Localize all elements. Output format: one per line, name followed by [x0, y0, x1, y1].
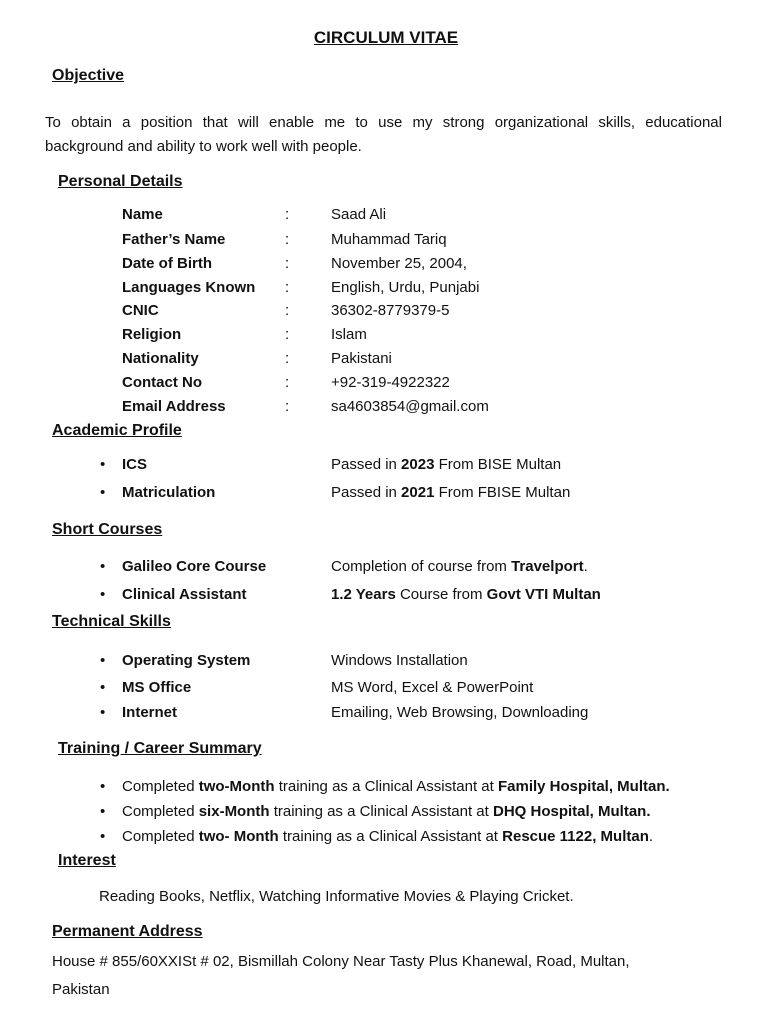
- skill-value: Windows Installation: [331, 652, 468, 669]
- objective-line-2: background and ability to work well with people.: [45, 138, 362, 155]
- personal-value: 36302-8779379-5: [331, 302, 450, 319]
- personal-sep: :: [285, 398, 290, 415]
- skill-label: Operating System: [122, 652, 251, 669]
- personal-label: Email Address: [122, 398, 226, 415]
- personal-value: Islam: [331, 326, 367, 343]
- personal-value: Muhammad Tariq: [331, 231, 447, 248]
- bullet-icon: •: [100, 586, 106, 603]
- academic-label: ICS: [122, 456, 148, 473]
- document-title: CIRCULUM VITAE: [313, 28, 459, 47]
- personal-sep: :: [285, 350, 290, 367]
- personal-value: +92-319-4922322: [331, 374, 450, 391]
- objective-text: [45, 111, 722, 159]
- bullet-icon: •: [100, 484, 106, 501]
- bullet-icon: •: [100, 828, 106, 845]
- personal-label: Languages Known: [122, 279, 256, 296]
- personal-value: November 25, 2004,: [331, 255, 467, 272]
- bullet-icon: •: [100, 679, 106, 696]
- academic-label: Matriculation: [122, 484, 216, 501]
- academic-value: Passed in 2023 From BISE Multan: [331, 456, 562, 473]
- personal-sep: :: [285, 231, 290, 248]
- course-value: 1.2 Years Course from Govt VTI Multan: [331, 586, 601, 603]
- bullet-icon: •: [100, 704, 106, 721]
- objective-heading: Objective: [52, 67, 125, 84]
- course-value: Completion of course from Travelport.: [331, 558, 588, 575]
- short-courses-heading: Short Courses: [52, 521, 163, 538]
- course-label: Clinical Assistant: [122, 586, 247, 603]
- personal-value: Pakistani: [331, 350, 392, 367]
- interest-text: Reading Books, Netflix, Watching Informative Movies & Playing Cricket.: [99, 888, 574, 905]
- skill-value: MS Word, Excel & PowerPoint: [331, 679, 534, 696]
- objective-line-1: To obtain a position that will enable me to use my strong organizational skills, educational: [45, 114, 722, 131]
- training-text: Completed two- Month training as a Clinical Assistant at Rescue 1122, Multan.: [122, 828, 654, 845]
- personal-value: sa4603854@gmail.com: [331, 398, 489, 415]
- academic-profile-heading: Academic Profile: [52, 422, 182, 439]
- training-text: Completed six-Month training as a Clinical Assistant at DHQ Hospital, Multan.: [122, 803, 651, 820]
- personal-label: Name: [122, 206, 163, 223]
- personal-sep: :: [285, 255, 290, 272]
- personal-label: Father’s Name: [122, 231, 226, 248]
- course-label: Galileo Core Course: [122, 558, 267, 575]
- interest-heading: Interest: [58, 852, 116, 869]
- personal-label: Contact No: [122, 374, 202, 391]
- personal-value: Saad Ali: [331, 206, 387, 223]
- personal-label: Religion: [122, 326, 182, 343]
- permanent-address-heading: Permanent Address: [52, 923, 203, 940]
- personal-sep: :: [285, 279, 290, 296]
- personal-label: CNIC: [122, 302, 159, 319]
- training-text: Completed two-Month training as a Clinical Assistant at Family Hospital, Multan.: [122, 778, 670, 795]
- bullet-icon: •: [100, 558, 106, 575]
- bullet-icon: •: [100, 778, 106, 795]
- personal-label: Date of Birth: [122, 255, 212, 272]
- bullet-icon: •: [100, 652, 106, 669]
- academic-value: Passed in 2021 From FBISE Multan: [331, 484, 571, 501]
- personal-details-heading: Personal Details: [58, 173, 183, 190]
- address-line-2: Pakistan: [52, 981, 110, 998]
- skill-label: MS Office: [122, 679, 192, 696]
- skill-value: Emailing, Web Browsing, Downloading: [331, 704, 589, 721]
- bullet-icon: •: [100, 456, 106, 473]
- personal-label: Nationality: [122, 350, 199, 367]
- bullet-icon: •: [100, 803, 106, 820]
- skill-label: Internet: [122, 704, 178, 721]
- technical-skills-heading: Technical Skills: [52, 613, 171, 630]
- personal-sep: :: [285, 374, 290, 391]
- personal-sep: :: [285, 302, 290, 319]
- personal-sep: :: [285, 326, 290, 343]
- training-heading: Training / Career Summary: [58, 740, 262, 757]
- address-line-1: House # 855/60XXISt # 02, Bismillah Colony Near Tasty Plus Khanewal, Road, Multan,: [52, 953, 630, 970]
- personal-value: English, Urdu, Punjabi: [331, 279, 480, 296]
- personal-sep: :: [285, 206, 290, 223]
